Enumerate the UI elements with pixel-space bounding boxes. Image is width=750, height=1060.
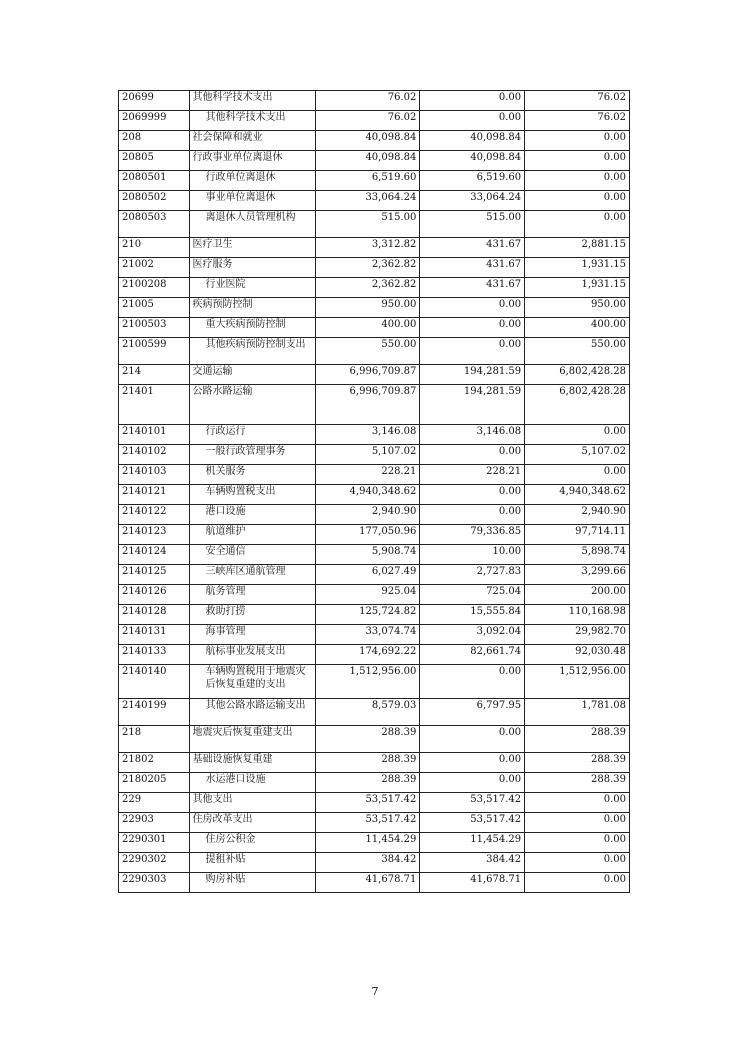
budget-table-container (118, 90, 630, 893)
row-total-cell: 2,362.82 (315, 278, 420, 298)
row-name-cell: 医疗服务 (189, 258, 315, 278)
table-row (119, 853, 630, 873)
row-code-cell: 218 (119, 726, 190, 753)
row-project-cell: 200.00 (525, 585, 630, 605)
table-row (119, 833, 630, 853)
row-basic-cell: 0.00 (420, 298, 525, 318)
row-project-cell: 0.00 (525, 833, 630, 853)
row-name-cell: 交通运输 (189, 365, 315, 385)
row-basic-cell: 228.21 (420, 465, 525, 485)
row-name-cell: 购房补贴 (189, 873, 315, 893)
row-name-cell: 车辆购置税支出 (189, 485, 315, 505)
row-code-cell: 2140103 (119, 465, 190, 485)
row-code-cell: 2140124 (119, 545, 190, 565)
row-project-cell: 0.00 (525, 151, 630, 171)
row-name-cell: 疾病预防控制 (189, 298, 315, 318)
row-name-cell: 行政单位离退休 (189, 171, 315, 191)
row-project-cell: 0.00 (525, 191, 630, 211)
row-name-cell: 航务管理 (189, 585, 315, 605)
row-name-cell: 离退休人员管理机构 (189, 211, 315, 238)
row-basic-cell: 0.00 (420, 111, 525, 131)
row-code-cell: 2100599 (119, 338, 190, 365)
row-project-cell: 288.39 (525, 726, 630, 753)
row-basic-cell: 384.42 (420, 853, 525, 873)
table-row (119, 338, 630, 365)
budget-expenditure-table (118, 90, 630, 893)
row-basic-cell: 431.67 (420, 278, 525, 298)
row-project-cell: 0.00 (525, 793, 630, 813)
row-code-cell: 2290303 (119, 873, 190, 893)
row-basic-cell: 6,519.60 (420, 171, 525, 191)
table-row (119, 278, 630, 298)
row-basic-cell: 725.04 (420, 585, 525, 605)
row-total-cell: 2,362.82 (315, 258, 420, 278)
row-code-cell: 214 (119, 365, 190, 385)
row-project-cell: 0.00 (525, 813, 630, 833)
row-project-cell: 5,107.02 (525, 445, 630, 465)
row-project-cell: 550.00 (525, 338, 630, 365)
table-row (119, 111, 630, 131)
row-total-cell: 6,996,709.87 (315, 365, 420, 385)
table-row (119, 726, 630, 753)
row-basic-cell: 6,797.95 (420, 699, 525, 726)
page-number: 7 (371, 985, 379, 998)
row-name-cell: 安全通信 (189, 545, 315, 565)
row-total-cell: 6,996,709.87 (315, 385, 420, 425)
row-basic-cell: 431.67 (420, 258, 525, 278)
table-row (119, 773, 630, 793)
row-project-cell: 400.00 (525, 318, 630, 338)
row-name-cell: 行业医院 (189, 278, 315, 298)
row-basic-cell: 33,064.24 (420, 191, 525, 211)
table-row (119, 425, 630, 445)
table-row (119, 505, 630, 525)
row-project-cell: 288.39 (525, 753, 630, 773)
row-name-cell: 行政运行 (189, 425, 315, 445)
table-row (119, 131, 630, 151)
row-total-cell: 400.00 (315, 318, 420, 338)
row-project-cell: 2,881.15 (525, 238, 630, 258)
row-code-cell: 2100503 (119, 318, 190, 338)
table-row (119, 365, 630, 385)
row-code-cell: 2140199 (119, 699, 190, 726)
row-code-cell: 2140131 (119, 625, 190, 645)
row-project-cell: 1,781.08 (525, 699, 630, 726)
row-name-cell: 其他支出 (189, 793, 315, 813)
row-total-cell: 76.02 (315, 91, 420, 111)
table-row (119, 525, 630, 545)
table-row (119, 318, 630, 338)
row-name-cell: 其他疾病预防控制支出 (189, 338, 315, 365)
row-name-cell: 航标事业发展支出 (189, 645, 315, 665)
row-code-cell: 2140128 (119, 605, 190, 625)
row-project-cell: 110,168.98 (525, 605, 630, 625)
row-project-cell: 950.00 (525, 298, 630, 318)
row-name-cell: 事业单位离退休 (189, 191, 315, 211)
row-code-cell: 21005 (119, 298, 190, 318)
table-row (119, 238, 630, 258)
table-body (119, 91, 630, 893)
row-basic-cell: 10.00 (420, 545, 525, 565)
row-name-cell: 其他科学技术支出 (189, 91, 315, 111)
row-name-cell: 机关服务 (189, 465, 315, 485)
row-total-cell: 125,724.82 (315, 605, 420, 625)
row-total-cell: 40,098.84 (315, 151, 420, 171)
row-total-cell: 925.04 (315, 585, 420, 605)
row-name-cell: 公路水路运输 (189, 385, 315, 425)
row-basic-cell: 40,098.84 (420, 131, 525, 151)
row-code-cell: 210 (119, 238, 190, 258)
table-row (119, 585, 630, 605)
row-code-cell: 2140121 (119, 485, 190, 505)
table-row (119, 625, 630, 645)
row-project-cell: 0.00 (525, 131, 630, 151)
row-total-cell: 11,454.29 (315, 833, 420, 853)
row-total-cell: 41,678.71 (315, 873, 420, 893)
row-code-cell: 2140101 (119, 425, 190, 445)
row-total-cell: 384.42 (315, 853, 420, 873)
row-code-cell: 2080501 (119, 171, 190, 191)
row-name-cell: 医疗卫生 (189, 238, 315, 258)
table-row (119, 465, 630, 485)
row-total-cell: 228.21 (315, 465, 420, 485)
row-name-cell: 提租补贴 (189, 853, 315, 873)
row-code-cell: 21401 (119, 385, 190, 425)
row-name-cell: 重大疾病预防控制 (189, 318, 315, 338)
table-row (119, 485, 630, 505)
table-row (119, 191, 630, 211)
row-code-cell: 2140123 (119, 525, 190, 545)
table-row (119, 171, 630, 191)
row-project-cell: 5,898.74 (525, 545, 630, 565)
row-total-cell: 550.00 (315, 338, 420, 365)
row-code-cell: 2290302 (119, 853, 190, 873)
row-name-cell: 其他科学技术支出 (189, 111, 315, 131)
table-row (119, 813, 630, 833)
row-basic-cell: 0.00 (420, 445, 525, 465)
row-basic-cell: 11,454.29 (420, 833, 525, 853)
row-basic-cell: 194,281.59 (420, 365, 525, 385)
row-basic-cell: 0.00 (420, 753, 525, 773)
row-code-cell: 20805 (119, 151, 190, 171)
table-row (119, 258, 630, 278)
row-project-cell: 0.00 (525, 853, 630, 873)
table-row (119, 445, 630, 465)
row-total-cell: 950.00 (315, 298, 420, 318)
row-code-cell: 2069999 (119, 111, 190, 131)
row-project-cell: 3,299.66 (525, 565, 630, 585)
row-project-cell: 0.00 (525, 171, 630, 191)
row-code-cell: 20699 (119, 91, 190, 111)
row-project-cell: 76.02 (525, 111, 630, 131)
row-basic-cell: 3,092.04 (420, 625, 525, 645)
row-code-cell: 2080503 (119, 211, 190, 238)
row-basic-cell: 79,336.85 (420, 525, 525, 545)
row-total-cell: 6,027.49 (315, 565, 420, 585)
row-project-cell: 4,940,348.62 (525, 485, 630, 505)
row-total-cell: 53,517.42 (315, 793, 420, 813)
row-total-cell: 5,908.74 (315, 545, 420, 565)
row-project-cell: 1,931.15 (525, 278, 630, 298)
row-project-cell: 0.00 (525, 465, 630, 485)
row-basic-cell: 0.00 (420, 338, 525, 365)
table-row (119, 873, 630, 893)
table-row (119, 385, 630, 425)
row-name-cell: 地震灾后恢复重建支出 (189, 726, 315, 753)
row-total-cell: 76.02 (315, 111, 420, 131)
table-row (119, 211, 630, 238)
row-code-cell: 21002 (119, 258, 190, 278)
row-name-cell: 社会保障和就业 (189, 131, 315, 151)
row-name-cell: 基础设施恢复重建 (189, 753, 315, 773)
row-code-cell: 2140133 (119, 645, 190, 665)
row-code-cell: 22903 (119, 813, 190, 833)
row-total-cell: 515.00 (315, 211, 420, 238)
row-project-cell: 1,931.15 (525, 258, 630, 278)
row-code-cell: 229 (119, 793, 190, 813)
table-row (119, 151, 630, 171)
row-project-cell: 76.02 (525, 91, 630, 111)
row-project-cell: 29,982.70 (525, 625, 630, 645)
row-total-cell: 5,107.02 (315, 445, 420, 465)
row-name-cell: 其他公路水路运输支出 (189, 699, 315, 726)
row-code-cell: 2180205 (119, 773, 190, 793)
row-basic-cell: 0.00 (420, 773, 525, 793)
row-project-cell: 1,512,956.00 (525, 665, 630, 699)
row-basic-cell: 3,146.08 (420, 425, 525, 445)
row-name-cell: 住房改革支出 (189, 813, 315, 833)
row-total-cell: 288.39 (315, 753, 420, 773)
row-basic-cell: 40,098.84 (420, 151, 525, 171)
row-code-cell: 2080502 (119, 191, 190, 211)
row-code-cell: 2140122 (119, 505, 190, 525)
row-basic-cell: 0.00 (420, 505, 525, 525)
row-project-cell: 6,802,428.28 (525, 385, 630, 425)
row-total-cell: 1,512,956.00 (315, 665, 420, 699)
row-code-cell: 2290301 (119, 833, 190, 853)
row-total-cell: 288.39 (315, 726, 420, 753)
row-basic-cell: 0.00 (420, 665, 525, 699)
row-code-cell: 2140140 (119, 665, 190, 699)
row-project-cell: 0.00 (525, 425, 630, 445)
row-name-cell: 航道维护 (189, 525, 315, 545)
row-name-cell: 行政事业单位离退休 (189, 151, 315, 171)
row-total-cell: 174,692.22 (315, 645, 420, 665)
row-name-cell: 一般行政管理事务 (189, 445, 315, 465)
row-total-cell: 3,312.82 (315, 238, 420, 258)
row-total-cell: 3,146.08 (315, 425, 420, 445)
row-name-cell: 水运港口设施 (189, 773, 315, 793)
table-row (119, 793, 630, 813)
row-total-cell: 40,098.84 (315, 131, 420, 151)
table-row (119, 565, 630, 585)
row-basic-cell: 53,517.42 (420, 813, 525, 833)
row-code-cell: 2140125 (119, 565, 190, 585)
row-code-cell: 208 (119, 131, 190, 151)
table-row (119, 298, 630, 318)
row-basic-cell: 0.00 (420, 318, 525, 338)
row-total-cell: 8,579.03 (315, 699, 420, 726)
row-basic-cell: 0.00 (420, 91, 525, 111)
table-row (119, 545, 630, 565)
row-project-cell: 0.00 (525, 211, 630, 238)
table-row (119, 665, 630, 699)
row-basic-cell: 2,727.83 (420, 565, 525, 585)
row-project-cell: 97,714.11 (525, 525, 630, 545)
row-total-cell: 33,074.74 (315, 625, 420, 645)
row-total-cell: 6,519.60 (315, 171, 420, 191)
row-basic-cell: 53,517.42 (420, 793, 525, 813)
row-code-cell: 2140126 (119, 585, 190, 605)
row-basic-cell: 515.00 (420, 211, 525, 238)
row-name-cell: 港口设施 (189, 505, 315, 525)
row-basic-cell: 41,678.71 (420, 873, 525, 893)
row-basic-cell: 82,661.74 (420, 645, 525, 665)
row-name-cell: 住房公积金 (189, 833, 315, 853)
table-row (119, 699, 630, 726)
row-project-cell: 6,802,428.28 (525, 365, 630, 385)
row-name-cell: 车辆购置税用于地震灾后恢复重建的支出 (189, 665, 315, 699)
row-basic-cell: 15,555.84 (420, 605, 525, 625)
row-total-cell: 288.39 (315, 773, 420, 793)
table-row (119, 605, 630, 625)
row-total-cell: 4,940,348.62 (315, 485, 420, 505)
row-basic-cell: 431.67 (420, 238, 525, 258)
row-total-cell: 2,940.90 (315, 505, 420, 525)
table-row (119, 753, 630, 773)
row-total-cell: 177,050.96 (315, 525, 420, 545)
row-project-cell: 92,030.48 (525, 645, 630, 665)
row-code-cell: 2140102 (119, 445, 190, 465)
row-name-cell: 三峡库区通航管理 (189, 565, 315, 585)
row-project-cell: 288.39 (525, 773, 630, 793)
row-name-cell: 救助打捞 (189, 605, 315, 625)
row-project-cell: 2,940.90 (525, 505, 630, 525)
row-basic-cell: 194,281.59 (420, 385, 525, 425)
row-code-cell: 2100208 (119, 278, 190, 298)
row-total-cell: 33,064.24 (315, 191, 420, 211)
row-code-cell: 21802 (119, 753, 190, 773)
row-name-cell: 海事管理 (189, 625, 315, 645)
table-row (119, 645, 630, 665)
row-basic-cell: 0.00 (420, 485, 525, 505)
row-project-cell: 0.00 (525, 873, 630, 893)
row-total-cell: 53,517.42 (315, 813, 420, 833)
table-row (119, 91, 630, 111)
row-basic-cell: 0.00 (420, 726, 525, 753)
